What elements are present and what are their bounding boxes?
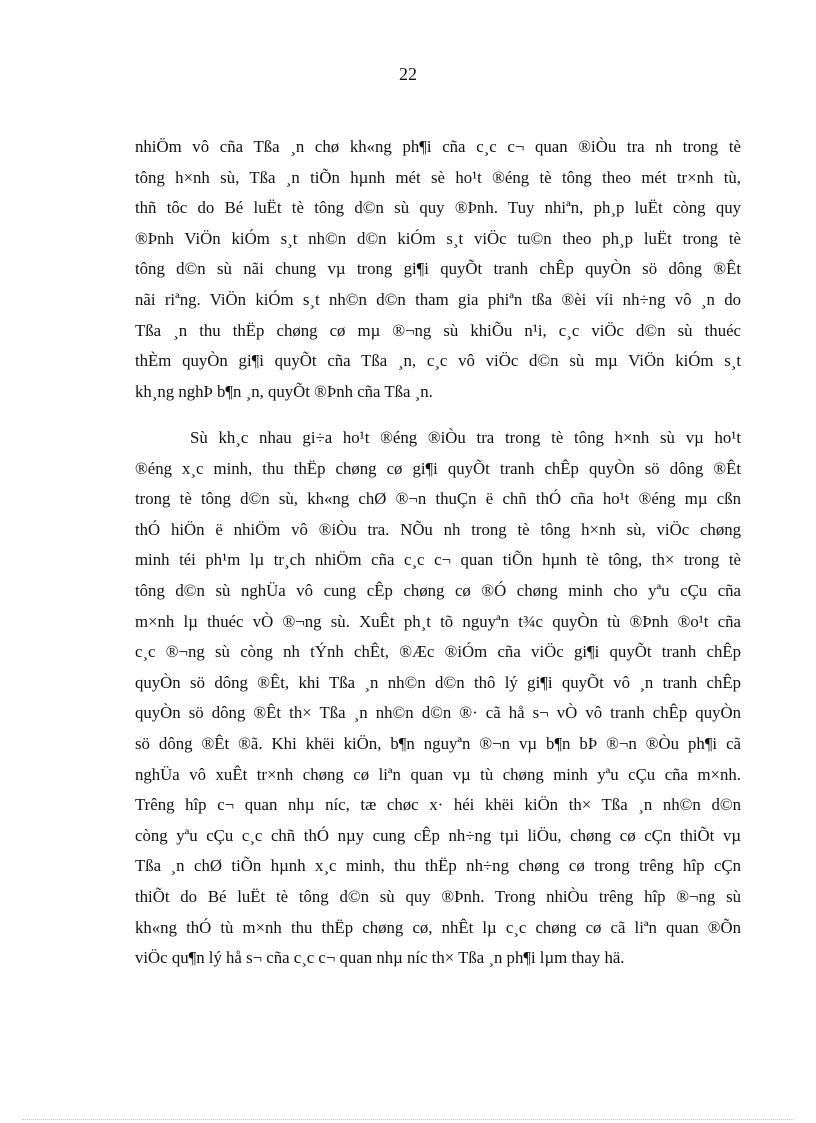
text-line: sö dông ®Êt ®ã. Khi khëi kiÖn, b¶n nguyªn ®¬n vµ b¶n bÞ ®¬n ®Òu ph¶i cã xyxy=(135,733,741,753)
text-line: thñ tôc do Bé luËt tè tông d©n sù quy ®Þnh. Tuy nhiªn, ph¸p luËt còng quy xyxy=(135,198,741,218)
text-line: c¸c ®¬ng sù còng nh tÝnh chÊt, ®Æc ®iÓm cña viÖc gi¶i quyÕt tranh chÊp xyxy=(135,642,741,662)
text-line: quyÒn sö dông ®Êt, khi Tßa ¸n nh©n d©n thô lý gi¶i quyÕt vô ¸n tranh chÊp xyxy=(135,672,741,692)
text-line: nhiÖm vô cña Tßa ¸n chø kh«ng ph¶i cña c¸c c¬ quan ®iÒu tra nh trong tè xyxy=(135,137,741,156)
page-number: 22 xyxy=(399,64,417,84)
paragraph-1 xyxy=(135,132,741,407)
text-line: còng yªu cÇu c¸c chñ thÓ nµy cung cÊp nh÷ng tµi liÖu, chøng cø cÇn thiÕt vµ xyxy=(135,825,741,845)
text-line: viÖc qu¶n lý hå s¬ cña c¸c c¬ quan nhµ níc th× Tßa ¸n ph¶i lµm thay hä. xyxy=(135,948,625,968)
text-line: ®éng x¸c minh, thu thËp chøng cø gi¶i quyÕt tranh chÊp quyÒn sö dông ®Êt xyxy=(135,458,741,478)
text-line: Tßa ¸n thu thËp chøng cø mµ ®¬ng sù khiÕu n¹i, c¸c viÖc d©n sù thuéc xyxy=(135,320,741,340)
text-line: nghÜa vô xuÊt tr×nh chøng cø liªn quan vµ tù chøng minh yªu cÇu cña m×nh. xyxy=(135,764,741,784)
text-line: Trêng hîp c¬ quan nhµ níc, tæ chøc x· héi khëi kiÖn th× Tßa ¸n nh©n d©n xyxy=(135,795,741,815)
text-line: kh¸ng nghÞ b¶n ¸n, quyÕt ®Þnh cña Tßa ¸n. xyxy=(135,381,433,401)
text-line: tông d©n sù nghÜa vô cung cÊp chøng cø ®Ó chøng minh cho yªu cÇu cña xyxy=(135,580,741,600)
text-line: Sù kh¸c nhau gi÷a ho¹t ®éng ®iÒu tra trong tè tông h×nh sù vµ ho¹t xyxy=(190,428,741,447)
text-line: Tßa ¸n chØ tiÕn hµnh x¸c minh, thu thËp nh÷ng chøng cø trong trêng hîp cÇn xyxy=(135,856,741,876)
page-bottom-divider xyxy=(22,1119,794,1120)
text-line: tông h×nh sù, Tßa ¸n tiÕn hµnh mét sè ho¹t ®éng tè tông theo mét tr×nh tù, xyxy=(135,167,741,187)
text-line: kh«ng thÓ tù m×nh thu thËp chøng cø, nhÊt lµ c¸c chøng cø cã liªn quan ®Õn xyxy=(135,917,741,937)
text-line: minh téi ph¹m lµ tr¸ch nhiÖm cña c¸c c¬ quan tiÕn hµnh tè tông, th× trong tè xyxy=(135,550,741,570)
text-line: trong tè tông d©n sù, kh«ng chØ ®¬n thuÇn ë chñ thÓ cña ho¹t ®éng mµ cßn xyxy=(135,489,741,509)
text-line: ®Þnh ViÖn kiÓm s¸t nh©n d©n kiÓm s¸t viÖc tu©n theo ph¸p luËt trong tè xyxy=(135,228,741,248)
text-line: nãi riªng. ViÖn kiÓm s¸t nh©n d©n tham gia phiªn tßa ®èi víi nh÷ng vô ¸n do xyxy=(135,289,741,309)
text-line: thÈm quyÒn gi¶i quyÕt cña Tßa ¸n, c¸c vô viÖc d©n sù mµ ViÖn kiÓm s¸t xyxy=(135,351,741,371)
text-line: quyÒn sö dông ®Êt th× Tßa ¸n nh©n d©n ®· cã hå s¬ vÒ vô tranh chÊp quyÒn xyxy=(135,703,741,723)
paragraph-2 xyxy=(135,423,741,974)
text-line: thÓ hiÖn ë nhiÖm vô ®iÒu tra. NÕu nh trong tè tông h×nh sù, viÖc chøng xyxy=(135,519,741,539)
text-line: m×nh lµ thuéc vÒ ®¬ng sù. XuÊt ph¸t tõ nguyªn t¾c quyÒn tù ®Þnh ®o¹t cña xyxy=(135,611,741,631)
text-line: tông d©n sù nãi chung vµ trong gi¶i quyÕt tranh chÊp quyÒn sö dông ®Êt xyxy=(135,259,741,279)
text-line: thiÕt do Bé luËt tè tông d©n sù quy ®Þnh. Trong nhiÒu trêng hîp ®¬ng sù xyxy=(135,886,741,906)
